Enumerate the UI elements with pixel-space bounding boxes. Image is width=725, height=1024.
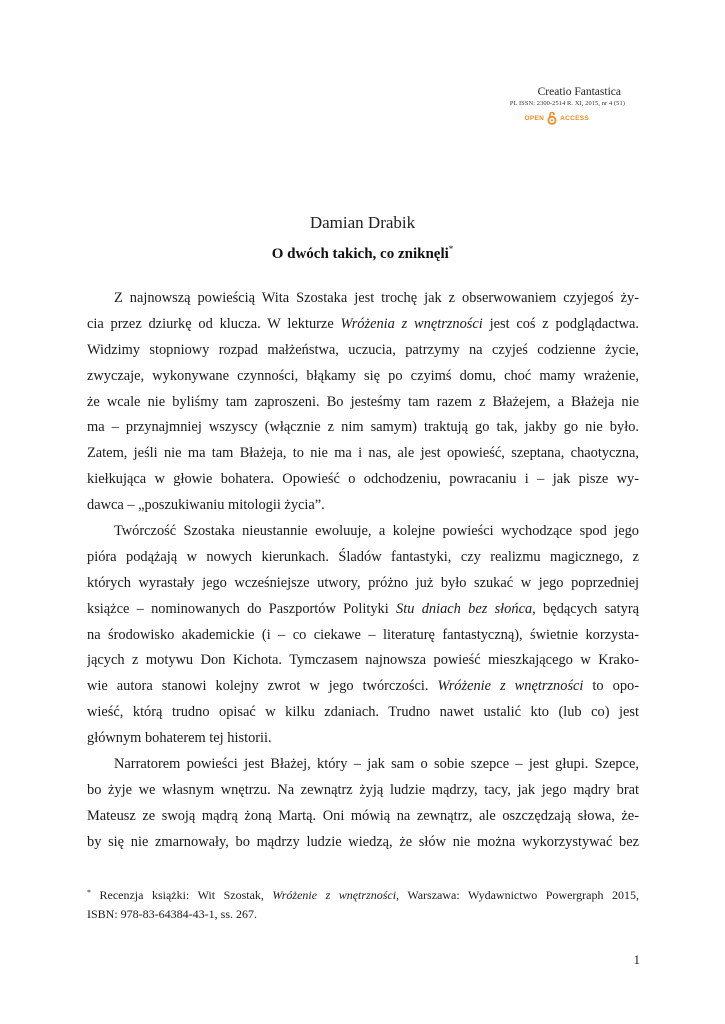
body-line: wie autora stanowi kolejny zwrot w jego twórczości. Wróżenie z wnętrzności to opo- (87, 678, 639, 695)
journal-header (0, 86, 725, 136)
footnote-line: * Recenzja książki: Wit Szostak, Wróżenie z wnętrzności, Warszawa: Wydawnictwo Powergraph 2015, (87, 888, 639, 902)
open-access-lock-icon (547, 111, 557, 125)
body-line: których wyrastały jego wcześniejsze utwory, próżno już było szukać w jego poprzedniej (87, 574, 639, 591)
body-line: bo żyje we własnym wnętrzu. Na zewnątrz żyją ludzie mądrzy, tacy, jak jego mądry brat (87, 781, 639, 798)
body-line: wieść, którą trudno opisać w kilku zdaniach. Trudno nawet ustalić kto (lub co) jest (87, 704, 639, 721)
body-line: Widzimy stopniowy rozpad małżeństwa, uczucia, patrzymy na czyjeś codzienne życie, (87, 341, 639, 358)
body-line: dawca – „poszukiwaniu mitologii życia”. (87, 497, 325, 514)
body-line: by się nie zmarnowały, bo mądrzy ludzie wiedzą, że słów nie można wykorzystywać bez (87, 833, 639, 850)
footnote (87, 884, 639, 923)
body-line: Twórczość Szostaka nieustannie ewoluuje, a kolejne powieści wychodzące spod jego (114, 523, 639, 540)
book-title-italic: Wróżenie z wnętrzności (272, 888, 397, 902)
article-body (87, 286, 639, 856)
body-line: Zatem, jeśli nie ma tam Błażeja, to nie ma i nas, ale jest opowieść, szeptana, chaotyczna, (87, 445, 639, 462)
open-access-open-label: OPEN (524, 114, 545, 122)
page-number: 1 (633, 952, 640, 967)
article-title-text: O dwóch takich, co zniknęli (271, 246, 449, 262)
body-line: ma – przynajmniej wszyscy (włącznie z nim samym) traktują go tak, jakby go nie było. (87, 419, 639, 436)
book-title-italic: Wróżenie z wnętrzności (437, 678, 584, 695)
body-line: zwyczaje, wykonywane czynności, błąkamy się po czyimś domu, choć mamy wrażenie, (87, 367, 639, 384)
body-line: książce – nominowanych do Paszportów Polityki Stu dniach bez słońca, będących satyrą (87, 600, 639, 617)
body-line: kiełkująca w głowie bohatera. Opowieść o odchodzeniu, powracaniu i – jak pisze wy- (87, 471, 639, 488)
title-footnote-mark: * (448, 244, 454, 254)
book-title-italic: Wróżenia z wnętrzności (340, 315, 483, 332)
author-name: Damian Drabik (309, 213, 416, 232)
issn-line: PL ISSN: 2300-2514 R. XI, 2015, nr 4 (51) (509, 100, 625, 107)
body-line: że wcale nie byliśmy tam zaproszeni. Bo jesteśmy tam razem z Błażejem, a Błażeja nie (87, 393, 639, 410)
body-line: pióra podążają w nowych kierunkach. Śladów fantastyki, czy realizmu magicznego, z (87, 548, 639, 565)
open-access-logo (524, 111, 589, 125)
journal-title: Creatio Fantastica (537, 86, 621, 98)
article-title (0, 244, 725, 263)
body-line: Mateusz ze swoją mądrą żoną Martą. Oni mówią na zewnątrz, ale oszczędzają słowa, że- (87, 807, 639, 824)
body-line: jących z motywu Don Kichota. Tymczasem najnowsza powieść mieszkającego w Krako- (87, 652, 639, 669)
footnote-line: ISBN: 978-83-64384-43-1, ss. 267. (87, 906, 257, 921)
open-access-access-label: ACCESS (560, 114, 589, 122)
body-line: Narratorem powieści jest Błażej, który – jak sam o sobie szepce – jest głupi. Szepce, (114, 756, 639, 773)
footnote-mark: * (87, 888, 91, 897)
body-line: na środowisko akademickie (i – co ciekawe – literaturę fantastyczną), świetnie korzysta- (87, 626, 639, 643)
body-line: cia przez dziurkę od klucza. W lekturze Wróżenia z wnętrzności jest coś z podglądactwa. (87, 315, 639, 332)
body-line: głównym bohaterem tej historii. (87, 730, 272, 747)
body-line: Z najnowszą powieścią Wita Szostaka jest trochę jak z obserwowaniem czyjegoś ży- (114, 290, 639, 306)
book-title-italic: Stu dniach bez słońca (396, 600, 533, 617)
